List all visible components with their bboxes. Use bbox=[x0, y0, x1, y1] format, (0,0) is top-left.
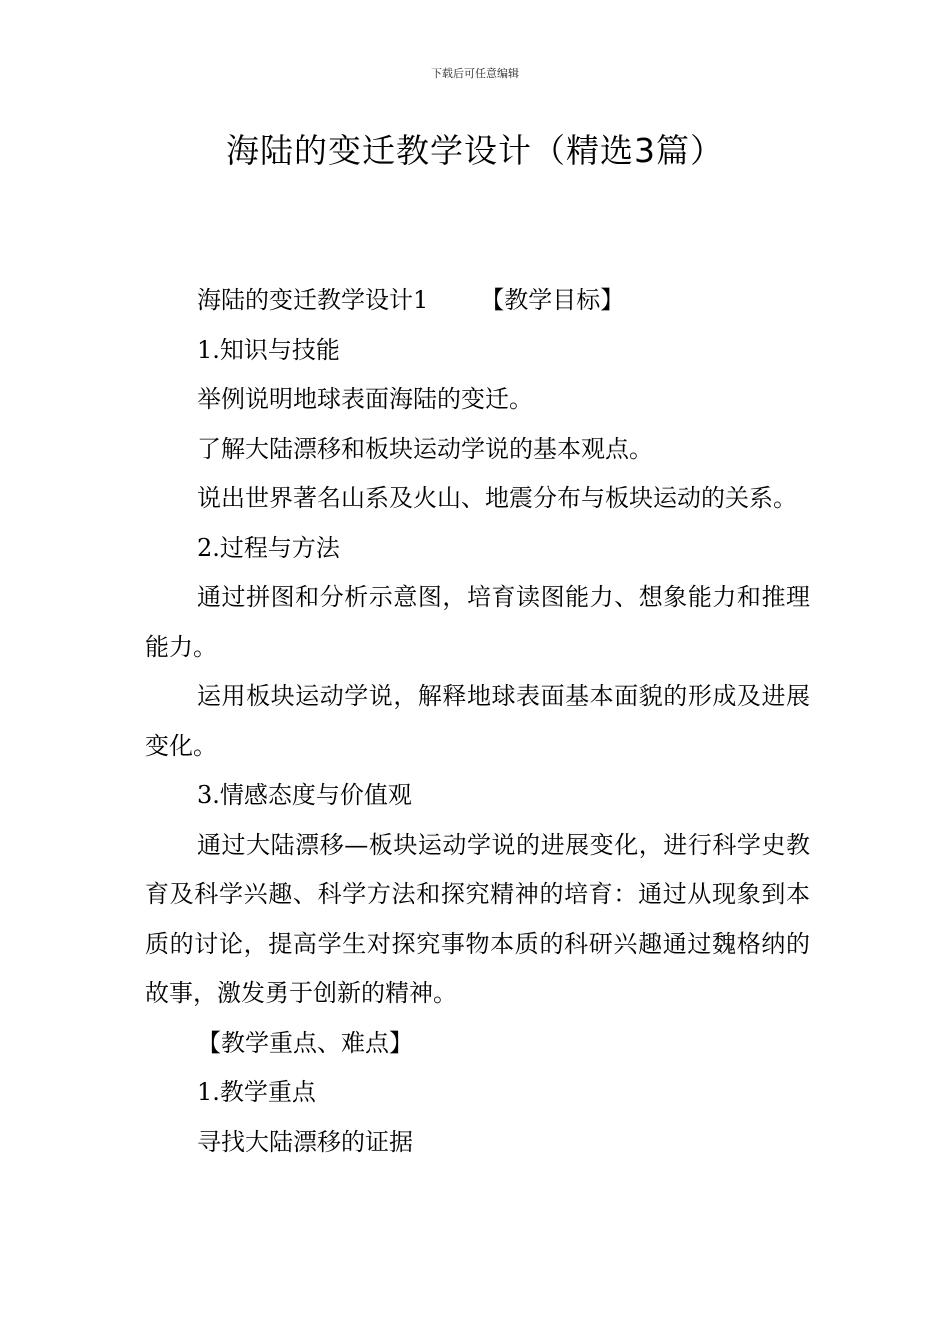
paragraph: 通过拼图和分析示意图，培育读图能力、想象能力和推理能力。 bbox=[145, 583, 810, 661]
section-heading-objectives: 【教学目标】 bbox=[480, 286, 625, 314]
subheading-knowledge: 1.知识与技能 bbox=[197, 335, 340, 364]
document-body bbox=[145, 276, 810, 1167]
paragraph: 运用板块运动学说，解释地球表面基本面貌的形成及进展变化。 bbox=[145, 682, 810, 760]
intro-line bbox=[145, 276, 810, 326]
document-title: 海陆的变迁教学设计（精选3篇） bbox=[226, 131, 724, 170]
page-header-note: 下载后可任意编辑 bbox=[431, 67, 519, 80]
subheading-process: 2.过程与方法 bbox=[197, 533, 340, 562]
paragraph: 了解大陆漂移和板块运动学说的基本观点。 bbox=[197, 434, 653, 463]
design-label: 海陆的变迁教学设计1 bbox=[197, 286, 429, 314]
paragraph: 举例说明地球表面海陆的变迁。 bbox=[197, 385, 533, 413]
subheading-attitude: 3.情感态度与价值观 bbox=[197, 781, 412, 809]
subheading-key-point: 1.教学重点 bbox=[197, 1078, 316, 1106]
section-heading-key-points: 【教学重点、难点】 bbox=[197, 1028, 413, 1057]
paragraph: 寻找大陆漂移的证据 bbox=[197, 1127, 413, 1156]
paragraph: 说出世界著名山系及火山、地震分布与板块运动的关系。 bbox=[197, 484, 797, 512]
paragraph: 通过大陆漂移—板块运动学说的进展变化，进行科学史教育及科学兴趣、科学方法和探究精神的培育：通过从现象到本质的讨论，提高学生对探究事物本质的科研兴趣通过魏格纳的故事，激发勇于创新的精神。 bbox=[145, 830, 810, 1007]
